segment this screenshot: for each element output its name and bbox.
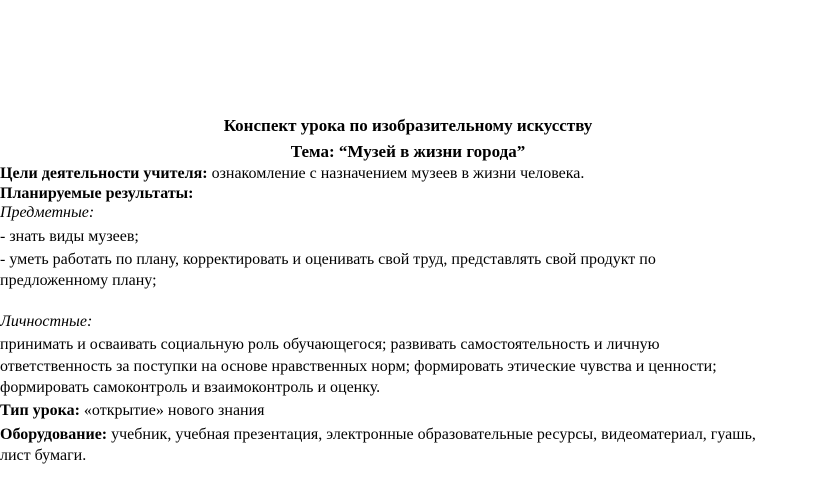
goals-label: Цели деятельности учителя: — [0, 165, 208, 182]
goals-text: ознакомление с назначением музеев в жизни человека. — [207, 165, 585, 182]
equipment-label: Оборудование: — [0, 426, 108, 443]
subject-item: - уметь работать по плану, корректировать и оценивать свой труд, представлять свой продукт по — [0, 251, 656, 268]
equipment-text: учебник, учебная презентация, электронные образовательные ресурсы, видеоматериал, гуашь, — [107, 426, 756, 443]
subject-item: - знать виды музеев; — [0, 228, 139, 245]
equipment-line — [0, 425, 756, 445]
equipment-line-2: лист бумаги. — [0, 447, 87, 464]
personal-line: формировать самоконтроль и взаимоконтроль и оценку. — [0, 379, 381, 396]
document-topic: Тема: “Музей в жизни города” — [290, 142, 526, 161]
goals-line — [0, 164, 584, 184]
lesson-type-line — [0, 401, 265, 421]
results-label: Планируемые результаты: — [0, 185, 194, 202]
subject-item: предложенному плану; — [0, 272, 157, 289]
personal-label: Личностные: — [0, 313, 93, 330]
personal-line: принимать и осваивать социальную роль обучающегося; развивать самостоятельность и личную — [0, 336, 660, 353]
subject-label: Предметные: — [0, 204, 95, 221]
personal-line: ответственность за поступки на основе нравственных норм; формировать этические чувства и ценности; — [0, 358, 717, 375]
lesson-type-label: Тип урока: — [0, 402, 80, 419]
lesson-type-text: «открытие» нового знания — [79, 402, 265, 419]
document-title: Конспект урока по изобразительному искусству — [223, 116, 593, 135]
